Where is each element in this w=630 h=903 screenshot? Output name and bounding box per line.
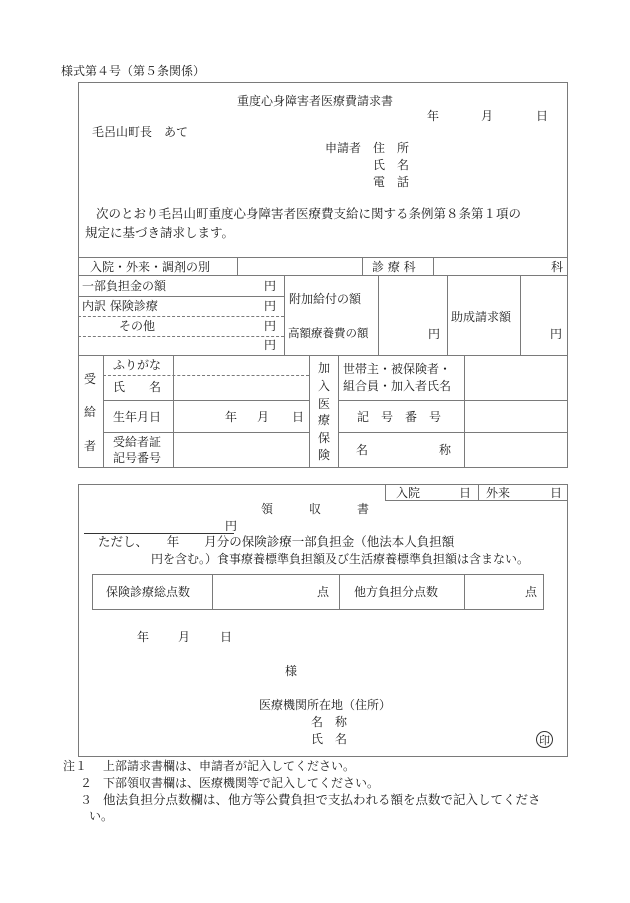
divider — [103, 432, 309, 433]
claim-date-month[interactable]: 月 — [481, 109, 494, 123]
recipient-name-label: 氏 名 — [113, 380, 162, 394]
divider — [173, 355, 174, 468]
receipt-date-year[interactable]: 年 — [137, 630, 150, 644]
note-3-tail: い。 — [89, 809, 114, 823]
institution-address-label: 医療機関所在地（住所） — [259, 698, 392, 712]
householder-label-2: 組合員・加入者氏名 — [343, 379, 452, 393]
institution-person-label: 氏 名 — [311, 732, 348, 746]
breakdown-blank-yen[interactable]: 円 — [264, 338, 277, 352]
divider — [447, 275, 448, 355]
divider — [78, 275, 568, 276]
birth-day[interactable]: 日 — [292, 410, 305, 424]
breakdown-insurance-yen[interactable]: 円 — [264, 299, 277, 313]
breakdown-insurance-label: 内訳 保険診療 — [82, 299, 158, 313]
divider — [338, 400, 568, 401]
recipient-vertical-3: 者 — [84, 439, 97, 453]
inpatient-days[interactable]: 日 — [459, 486, 472, 500]
note-1-text: 上部請求書欄は、申請者が記入してください。 — [103, 759, 356, 773]
note-2-number: ２ — [80, 776, 93, 790]
note-3-number: ３ — [80, 793, 93, 807]
additional-benefit-label: 附加給付の額 — [289, 292, 362, 306]
divider — [464, 574, 465, 610]
divider — [520, 275, 521, 355]
insurer-name-label-2: 称 — [439, 443, 452, 457]
birthdate-label: 生年月日 — [113, 410, 162, 424]
divider — [338, 355, 339, 468]
form-number: 様式第４号（第５条関係） — [61, 64, 206, 78]
divider — [284, 275, 285, 355]
amount-yen[interactable]: 円 — [225, 519, 238, 533]
applicant-address-label[interactable]: 住 所 — [373, 141, 410, 155]
divider — [78, 296, 284, 297]
symbol-number-label: 記 号 番 号 — [357, 410, 442, 424]
note-3-text: 他法負担分点数欄は、他方等公費負担で支払われる額を点数で記入してくださ — [103, 792, 541, 807]
divider — [433, 257, 434, 275]
receipt-note-line2: 円を含む。）食事療養標準負担額及び生活療養標準負担額は含まない。 — [151, 552, 530, 566]
receipt-note-line1: ただし、 年 月分の保険診療一部負担金（他法本人負担額 — [98, 534, 455, 549]
claim-body-line2: 規定に基づき請求します。 — [85, 225, 235, 240]
visit-type-label: 入院・外来・調剤の別 — [90, 260, 211, 274]
subsidy-claim-yen[interactable]: 円 — [550, 327, 563, 341]
inpatient-label: 入院 — [396, 486, 421, 500]
additional-benefit-yen[interactable]: 円 — [428, 327, 441, 341]
partial-burden-yen[interactable]: 円 — [264, 279, 277, 293]
insurance-vertical-4: 療 — [318, 413, 331, 427]
divider-dashed — [103, 375, 309, 376]
department-label: 診 療 科 — [372, 260, 416, 274]
note-2-text: 下部領収書欄は、医療機関等で記入してください。 — [103, 776, 380, 790]
other-points-unit[interactable]: 点 — [525, 585, 538, 599]
applicant-label: 申請者 — [325, 141, 362, 155]
claim-date-year[interactable]: 年 — [427, 109, 440, 123]
visit-type-field[interactable] — [237, 257, 362, 275]
insurance-vertical-3: 医 — [318, 397, 331, 411]
partial-burden-label: 一部負担金の額 — [82, 279, 167, 293]
divider-dashed — [78, 316, 284, 317]
divider — [478, 484, 479, 501]
insurance-vertical-6: 険 — [318, 448, 331, 462]
applicant-phone-label[interactable]: 電 話 — [373, 175, 410, 189]
claim-body-line1: 次のとおり毛呂山町重度心身障害者医療費支給に関する条例第８条第１項の — [96, 206, 522, 221]
outpatient-label: 外来 — [486, 486, 511, 500]
recipient-honorific: 様 — [285, 664, 298, 678]
divider — [378, 275, 379, 355]
recipient-vertical-1: 受 — [84, 372, 97, 386]
divider — [362, 257, 363, 275]
cert-label-1: 受給者証 — [113, 435, 162, 449]
furigana-label: ふりがな — [113, 358, 162, 372]
claim-date-day[interactable]: 日 — [536, 109, 549, 123]
divider — [464, 355, 465, 468]
seal-icon: 印 — [536, 731, 553, 748]
birth-month[interactable]: 月 — [257, 410, 270, 424]
divider-dashed — [78, 336, 284, 337]
receipt-title: 領 収 書 — [261, 502, 370, 516]
divider — [339, 574, 340, 610]
subsidy-claim-label: 助成請求額 — [451, 310, 512, 324]
householder-label-1: 世帯主・被保険者・ — [343, 362, 452, 376]
department-unit[interactable]: 科 — [551, 260, 564, 274]
receipt-date-month[interactable]: 月 — [178, 630, 191, 644]
divider — [78, 355, 568, 356]
insurance-vertical-5: 保 — [318, 431, 331, 445]
total-points-unit[interactable]: 点 — [317, 585, 330, 599]
outpatient-days[interactable]: 日 — [550, 486, 563, 500]
high-cost-label: 高額療養費の額 — [288, 326, 369, 340]
insurance-vertical-1: 加 — [318, 361, 331, 375]
divider — [103, 355, 104, 468]
divider — [212, 574, 213, 610]
breakdown-other-label: その他 — [119, 319, 156, 333]
institution-name-label: 名 称 — [311, 715, 348, 729]
insurer-name-label-1: 名 — [356, 443, 369, 457]
receipt-date-day[interactable]: 日 — [220, 630, 233, 644]
addressee: 毛呂山町長 あて — [92, 125, 189, 139]
breakdown-other-yen[interactable]: 円 — [264, 319, 277, 333]
divider — [338, 432, 568, 433]
recipient-vertical-2: 給 — [84, 405, 97, 419]
birth-year[interactable]: 年 — [225, 410, 238, 424]
note-1-number: 注１ — [63, 759, 88, 773]
other-points-label: 他方負担分点数 — [354, 585, 439, 599]
claim-title: 重度心身障害者医療費請求書 — [237, 94, 394, 108]
total-points-label: 保険診療総点数 — [106, 585, 191, 599]
divider — [309, 355, 310, 468]
cert-label-2: 記号番号 — [113, 451, 162, 465]
applicant-name-label[interactable]: 氏 名 — [373, 158, 410, 172]
divider — [103, 400, 309, 401]
insurance-vertical-2: 入 — [318, 379, 331, 393]
